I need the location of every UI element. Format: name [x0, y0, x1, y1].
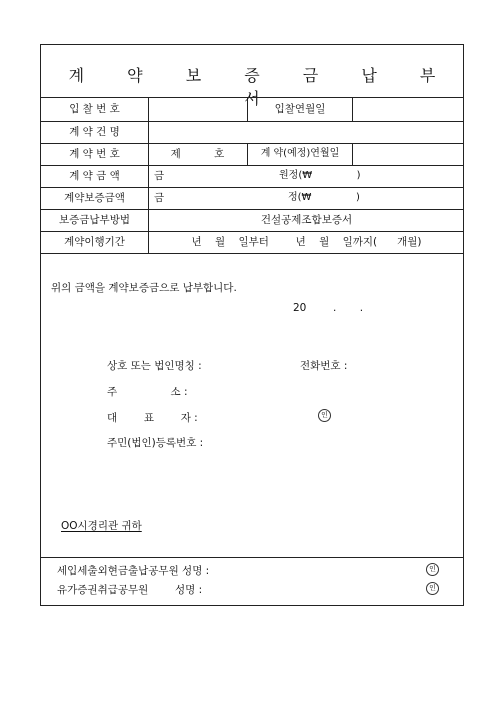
- address-label: 주 소 :: [107, 386, 188, 398]
- deposit-payment-form: [40, 44, 464, 606]
- column-divider: [148, 97, 149, 253]
- period-value: 년 월 일부터 년 월 일까지( 개월): [191, 236, 422, 248]
- contract-number-value: 제 호: [170, 148, 225, 160]
- bid-number-label: 입 찰 번 호: [69, 103, 120, 115]
- payment-method-label: 보증금납부방법: [58, 214, 130, 226]
- registration-number-label: 주민(법인)등록번호 :: [107, 437, 204, 449]
- contract-amount-label: 계 약 금 액: [69, 170, 120, 182]
- representative-label: 대 표 자 :: [107, 412, 198, 424]
- contract-date-label: 계 약(예정)연월일: [260, 148, 340, 159]
- contract-name-label: 계 약 건 명: [69, 126, 120, 138]
- column-divider: [352, 143, 353, 165]
- divider: [41, 253, 463, 254]
- contract-amount-value: 원정(₩ ): [279, 170, 361, 181]
- divider: [41, 557, 463, 558]
- contract-amount-prefix: 금: [154, 170, 165, 182]
- deposit-amount-prefix: 금: [154, 192, 165, 204]
- statement-text: 위의 금액을 계약보증금으로 납부합니다.: [51, 282, 237, 294]
- phone-label: 전화번호 :: [300, 360, 348, 372]
- bid-date-label: 입찰연월일: [274, 103, 326, 115]
- deposit-amount-label: 계약보증금액: [64, 192, 125, 204]
- deposit-amount-value: 정(₩ ): [288, 192, 360, 203]
- date-line: 20 . .: [293, 302, 364, 314]
- seal-mark: 인: [426, 582, 439, 595]
- securities-official-label: 유가증권취급공무원 성명 :: [57, 584, 203, 596]
- column-divider: [352, 97, 353, 121]
- contract-number-label: 계 약 번 호: [69, 148, 120, 160]
- cash-official-label: 세입세출외현금출납공무원 성명 :: [57, 565, 210, 577]
- seal-mark: 인: [318, 409, 331, 422]
- addressee: OO시경리관 귀하: [61, 520, 142, 532]
- payment-method-value: 건설공제조합보증서: [260, 214, 353, 226]
- form-title: 계 약 보 증 금 납 부 서: [68, 66, 455, 108]
- period-label: 계약이행기간: [64, 236, 125, 248]
- seal-mark: 인: [426, 563, 439, 576]
- company-name-label: 상호 또는 법인명칭 :: [107, 360, 202, 372]
